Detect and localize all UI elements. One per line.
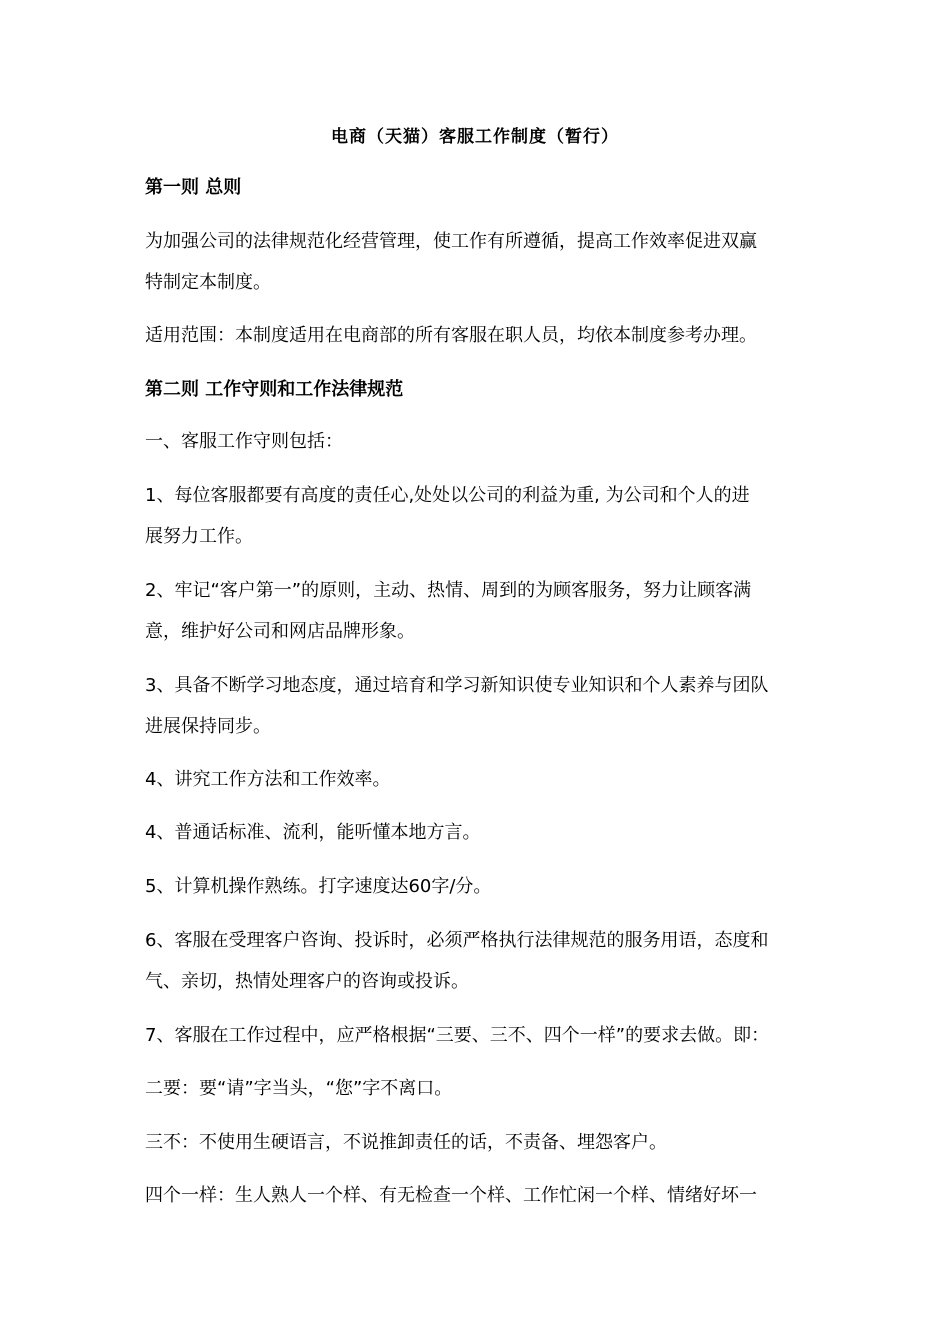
rule-item-3-line2: 进展保持同步。 [145,716,271,737]
three-nots-line: 三不：不使用生硬语言，不说推卸责任的话，不责备、埋怨客户。 [145,1132,667,1153]
rule-item-7: 7、客服在工作过程中，应严格根据“三要、三不、四个一样”的要求去做。即： [145,1025,770,1046]
rule-item-2-line1: 2、牢记“客户第一”的原则，主动、热情、周到的为顾客服务，努力让顾客满 [145,580,752,601]
section2-subheading: 一、客服工作守则包括： [145,431,343,452]
rule-item-6-line1: 6、客服在受理客户咨询、投诉时，必须严格执行法律规范的服务用语，态度和 [145,930,769,951]
three-musts-line: 二要：要“请”字当头，“您”字不离口。 [145,1078,453,1099]
rule-item-4b: 4、普通话标准、流利，能听懂本地方言。 [145,822,481,843]
four-same-line: 四个一样：生人熟人一个样、有无检查一个样、工作忙闲一个样、情绪好坏一 [145,1185,757,1206]
rule-item-1-line1: 1、每位客服都要有高度的责任心,处处以公司的利益为重, 为公司和个人的进 [145,485,750,506]
section2-heading: 第二则 工作守则和工作法律规范 [145,379,404,400]
document-title: 电商（天猫）客服工作制度（暂行） [331,127,619,147]
section1-para1-line2: 特制定本制度。 [145,272,271,293]
rule-item-1-line2: 展努力工作。 [145,526,253,547]
rule-item-4a: 4、讲究工作方法和工作效率。 [145,769,391,790]
rule-item-3-line1: 3、具备不断学习地态度，通过培育和学习新知识使专业知识和个人素养与团队 [145,675,769,696]
section1-para2: 适用范围：本制度适用在电商部的所有客服在职人员，均依本制度参考办理。 [145,325,757,346]
rule-item-5: 5、计算机操作熟练。打字速度达60字/分。 [145,876,492,897]
rule-item-6-line2: 气、亲切，热情处理客户的咨询或投诉。 [145,971,469,992]
section1-para1-line1: 为加强公司的法律规范化经营管理，使工作有所遵循，提高工作效率促进双赢 [145,231,757,252]
rule-item-2-line2: 意，维护好公司和网店品牌形象。 [145,621,415,642]
section1-heading: 第一则 总则 [145,177,242,198]
